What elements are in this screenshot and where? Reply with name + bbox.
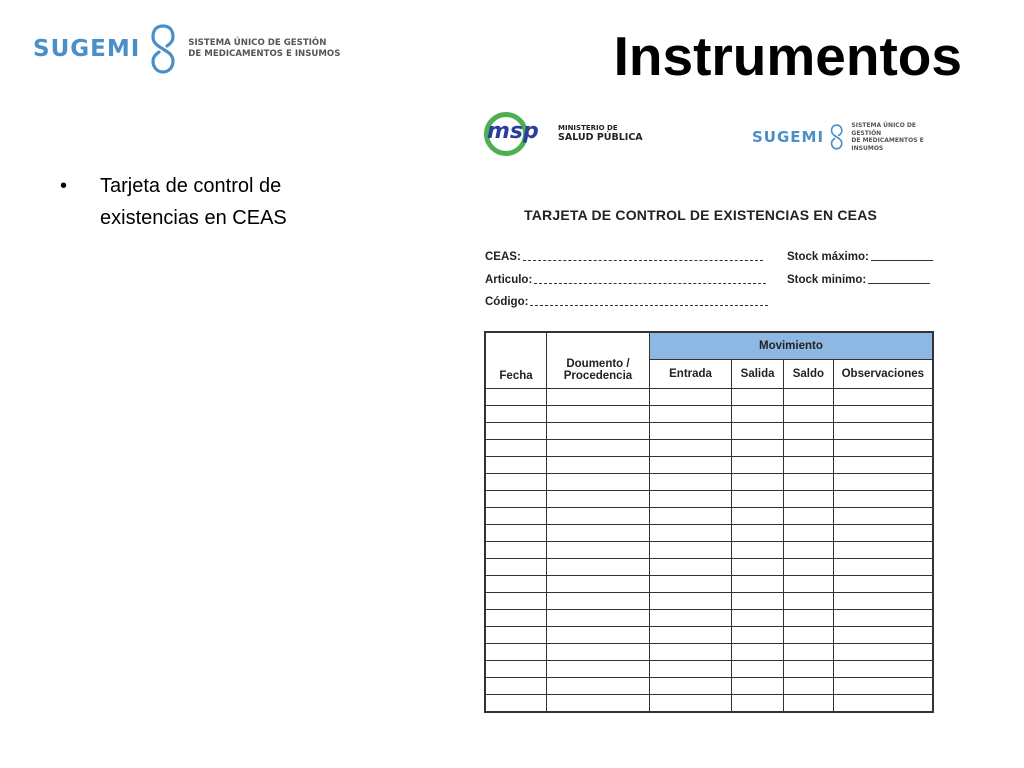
- table-cell: [783, 389, 833, 406]
- table-cell: [783, 627, 833, 644]
- table-cell: [732, 474, 784, 491]
- table-cell: [649, 491, 731, 508]
- table-cell: [547, 627, 650, 644]
- table-cell: [547, 423, 650, 440]
- bullet-list: [58, 170, 358, 234]
- table-row: [485, 610, 933, 627]
- table-cell: [783, 508, 833, 525]
- table-cell: [833, 593, 933, 610]
- table-cell: [833, 610, 933, 627]
- table-cell: [732, 491, 784, 508]
- msp-name-line-1: MINISTERIO DE: [558, 123, 618, 132]
- slide-title: Instrumentos: [613, 25, 962, 87]
- table-row: [485, 389, 933, 406]
- bullet-text: Tarjeta de control de existencias en CEAS: [100, 175, 287, 229]
- table-cell: [649, 423, 731, 440]
- table-cell: [547, 559, 650, 576]
- msp-name: [558, 125, 643, 143]
- table-cell: [547, 474, 650, 491]
- table-cell: [649, 695, 731, 713]
- existencias-table: [484, 331, 934, 713]
- table-cell: [547, 491, 650, 508]
- table-cell: [485, 406, 547, 423]
- col-salida: Salida: [732, 360, 784, 389]
- msp-name-line-2: SALUD PÚBLICA: [558, 131, 643, 143]
- table-cell: [833, 525, 933, 542]
- table-cell: [833, 457, 933, 474]
- table-cell: [649, 593, 731, 610]
- table-row: [485, 644, 933, 661]
- table-row: [485, 627, 933, 644]
- table-cell: [485, 695, 547, 713]
- form-logo-tagline-2: DE MEDICAMENTOS E INSUMOS: [851, 137, 924, 152]
- field-codigo: [485, 296, 768, 308]
- table-row: [485, 593, 933, 610]
- col-documento: Doumento / Procedencia: [547, 332, 650, 389]
- form-image: [480, 110, 940, 720]
- table-cell: [783, 406, 833, 423]
- table-cell: [732, 610, 784, 627]
- table-cell: [485, 474, 547, 491]
- table-cell: [732, 406, 784, 423]
- table-cell: [732, 525, 784, 542]
- table-cell: [732, 389, 784, 406]
- table-cell: [485, 491, 547, 508]
- table-row: [485, 542, 933, 559]
- table-row: [485, 559, 933, 576]
- table-cell: [783, 423, 833, 440]
- table-cell: [732, 457, 784, 474]
- table-cell: [732, 508, 784, 525]
- table-row: [485, 576, 933, 593]
- table-cell: [783, 559, 833, 576]
- form-title: TARJETA DE CONTROL DE EXISTENCIAS EN CEAS: [524, 207, 878, 223]
- table-cell: [649, 406, 731, 423]
- table-cell: [485, 627, 547, 644]
- field-articulo-line: [534, 282, 766, 284]
- table-cell: [732, 593, 784, 610]
- table-cell: [485, 593, 547, 610]
- logo-word: SUGEMI: [33, 36, 141, 62]
- bullet-item: [58, 170, 358, 234]
- table-cell: [547, 661, 650, 678]
- table-cell: [485, 610, 547, 627]
- field-articulo-label: Articulo:: [485, 274, 533, 286]
- table-cell: [783, 440, 833, 457]
- table-cell: [649, 576, 731, 593]
- table-cell: [833, 695, 933, 713]
- form-pill-logo-icon: [830, 120, 843, 154]
- msp-logo: [484, 112, 643, 156]
- msp-logo-text: msp: [487, 119, 539, 144]
- table-cell: [547, 610, 650, 627]
- msp-circle-icon: [484, 112, 539, 156]
- field-stock-max: [787, 251, 933, 263]
- table-row: [485, 525, 933, 542]
- table-cell: [783, 576, 833, 593]
- table-cell: [485, 678, 547, 695]
- table-cell: [649, 542, 731, 559]
- table-cell: [485, 457, 547, 474]
- table-cell: [649, 644, 731, 661]
- field-ceas: [485, 251, 763, 263]
- table-cell: [649, 457, 731, 474]
- logo-tagline-1: SISTEMA ÚNICO DE GESTIÓN: [188, 38, 327, 49]
- table-cell: [732, 644, 784, 661]
- col-entrada: Entrada: [649, 360, 731, 389]
- table-row: [485, 508, 933, 525]
- table-cell: [485, 423, 547, 440]
- form-logo-tagline: [851, 122, 940, 152]
- table-cell: [732, 423, 784, 440]
- bullet-dot-icon: •: [60, 175, 68, 197]
- col-observaciones: Observaciones: [833, 360, 933, 389]
- table-cell: [649, 508, 731, 525]
- field-ceas-label: CEAS:: [485, 251, 521, 263]
- table-row: [485, 423, 933, 440]
- table-cell: [547, 525, 650, 542]
- table-cell: [833, 644, 933, 661]
- table-cell: [547, 593, 650, 610]
- table-cell: [485, 644, 547, 661]
- table-row: [485, 491, 933, 508]
- table-row: [485, 678, 933, 695]
- field-stock-min-line: [868, 282, 930, 284]
- table-cell: [732, 661, 784, 678]
- table-cell: [547, 406, 650, 423]
- table-cell: [547, 508, 650, 525]
- table-cell: [833, 474, 933, 491]
- field-stock-max-line: [871, 259, 933, 261]
- field-stock-max-label: Stock máximo:: [787, 251, 869, 263]
- table-cell: [783, 491, 833, 508]
- col-fecha: Fecha: [485, 332, 547, 389]
- table-cell: [833, 559, 933, 576]
- table-cell: [833, 678, 933, 695]
- table-row: [485, 457, 933, 474]
- table-cell: [833, 542, 933, 559]
- logo-tagline-2: DE MEDICAMENTOS E INSUMOS: [188, 49, 341, 59]
- table-cell: [833, 491, 933, 508]
- table-cell: [732, 576, 784, 593]
- table-row: [485, 474, 933, 491]
- table-cell: [649, 440, 731, 457]
- table-cell: [732, 695, 784, 713]
- field-stock-min: [787, 274, 930, 286]
- logo-tagline: [188, 38, 340, 59]
- table-cell: [783, 678, 833, 695]
- form-sugemi-logo: [752, 120, 940, 154]
- table-cell: [732, 627, 784, 644]
- table-cell: [547, 457, 650, 474]
- table-cell: [783, 525, 833, 542]
- table-row: [485, 440, 933, 457]
- table-cell: [485, 576, 547, 593]
- table-cell: [649, 474, 731, 491]
- table-cell: [547, 678, 650, 695]
- table-body: [485, 389, 933, 713]
- table-cell: [649, 678, 731, 695]
- field-codigo-line: [530, 304, 768, 306]
- form-logo-word: SUGEMI: [752, 128, 825, 146]
- table-cell: [783, 593, 833, 610]
- table-cell: [783, 644, 833, 661]
- table-cell: [547, 389, 650, 406]
- sugemi-logo: [33, 22, 340, 76]
- col-group-movimiento: Movimiento: [649, 332, 933, 360]
- table-cell: [732, 559, 784, 576]
- table-cell: [547, 576, 650, 593]
- table-cell: [732, 440, 784, 457]
- table-cell: [783, 457, 833, 474]
- table-cell: [833, 406, 933, 423]
- table-cell: [649, 525, 731, 542]
- table-cell: [485, 389, 547, 406]
- table-cell: [833, 389, 933, 406]
- table-cell: [833, 508, 933, 525]
- table-cell: [649, 389, 731, 406]
- table-cell: [485, 508, 547, 525]
- table-cell: [783, 610, 833, 627]
- table-cell: [649, 627, 731, 644]
- table-cell: [649, 661, 731, 678]
- field-codigo-label: Código:: [485, 296, 529, 308]
- table-cell: [485, 525, 547, 542]
- table-cell: [485, 440, 547, 457]
- table-cell: [547, 542, 650, 559]
- table-cell: [833, 440, 933, 457]
- field-articulo: [485, 274, 766, 286]
- table-row: [485, 661, 933, 678]
- table-cell: [649, 559, 731, 576]
- table-row: [485, 406, 933, 423]
- table-cell: [783, 661, 833, 678]
- table-cell: [833, 423, 933, 440]
- pill-logo-icon: [150, 22, 176, 76]
- table-cell: [783, 474, 833, 491]
- field-ceas-line: [523, 259, 763, 261]
- table-cell: [485, 542, 547, 559]
- table-cell: [649, 610, 731, 627]
- form-logo-tagline-1: SISTEMA ÚNICO DE GESTIÓN: [851, 122, 916, 137]
- table-cell: [547, 440, 650, 457]
- table-cell: [783, 542, 833, 559]
- table-cell: [783, 695, 833, 713]
- col-saldo: Saldo: [783, 360, 833, 389]
- table-cell: [547, 695, 650, 713]
- table-cell: [485, 559, 547, 576]
- table-row: [485, 695, 933, 713]
- table-cell: [732, 542, 784, 559]
- table-cell: [732, 678, 784, 695]
- table-cell: [833, 627, 933, 644]
- table-cell: [833, 576, 933, 593]
- table-cell: [547, 644, 650, 661]
- field-stock-min-label: Stock minimo:: [787, 274, 867, 286]
- table-cell: [485, 661, 547, 678]
- table-cell: [833, 661, 933, 678]
